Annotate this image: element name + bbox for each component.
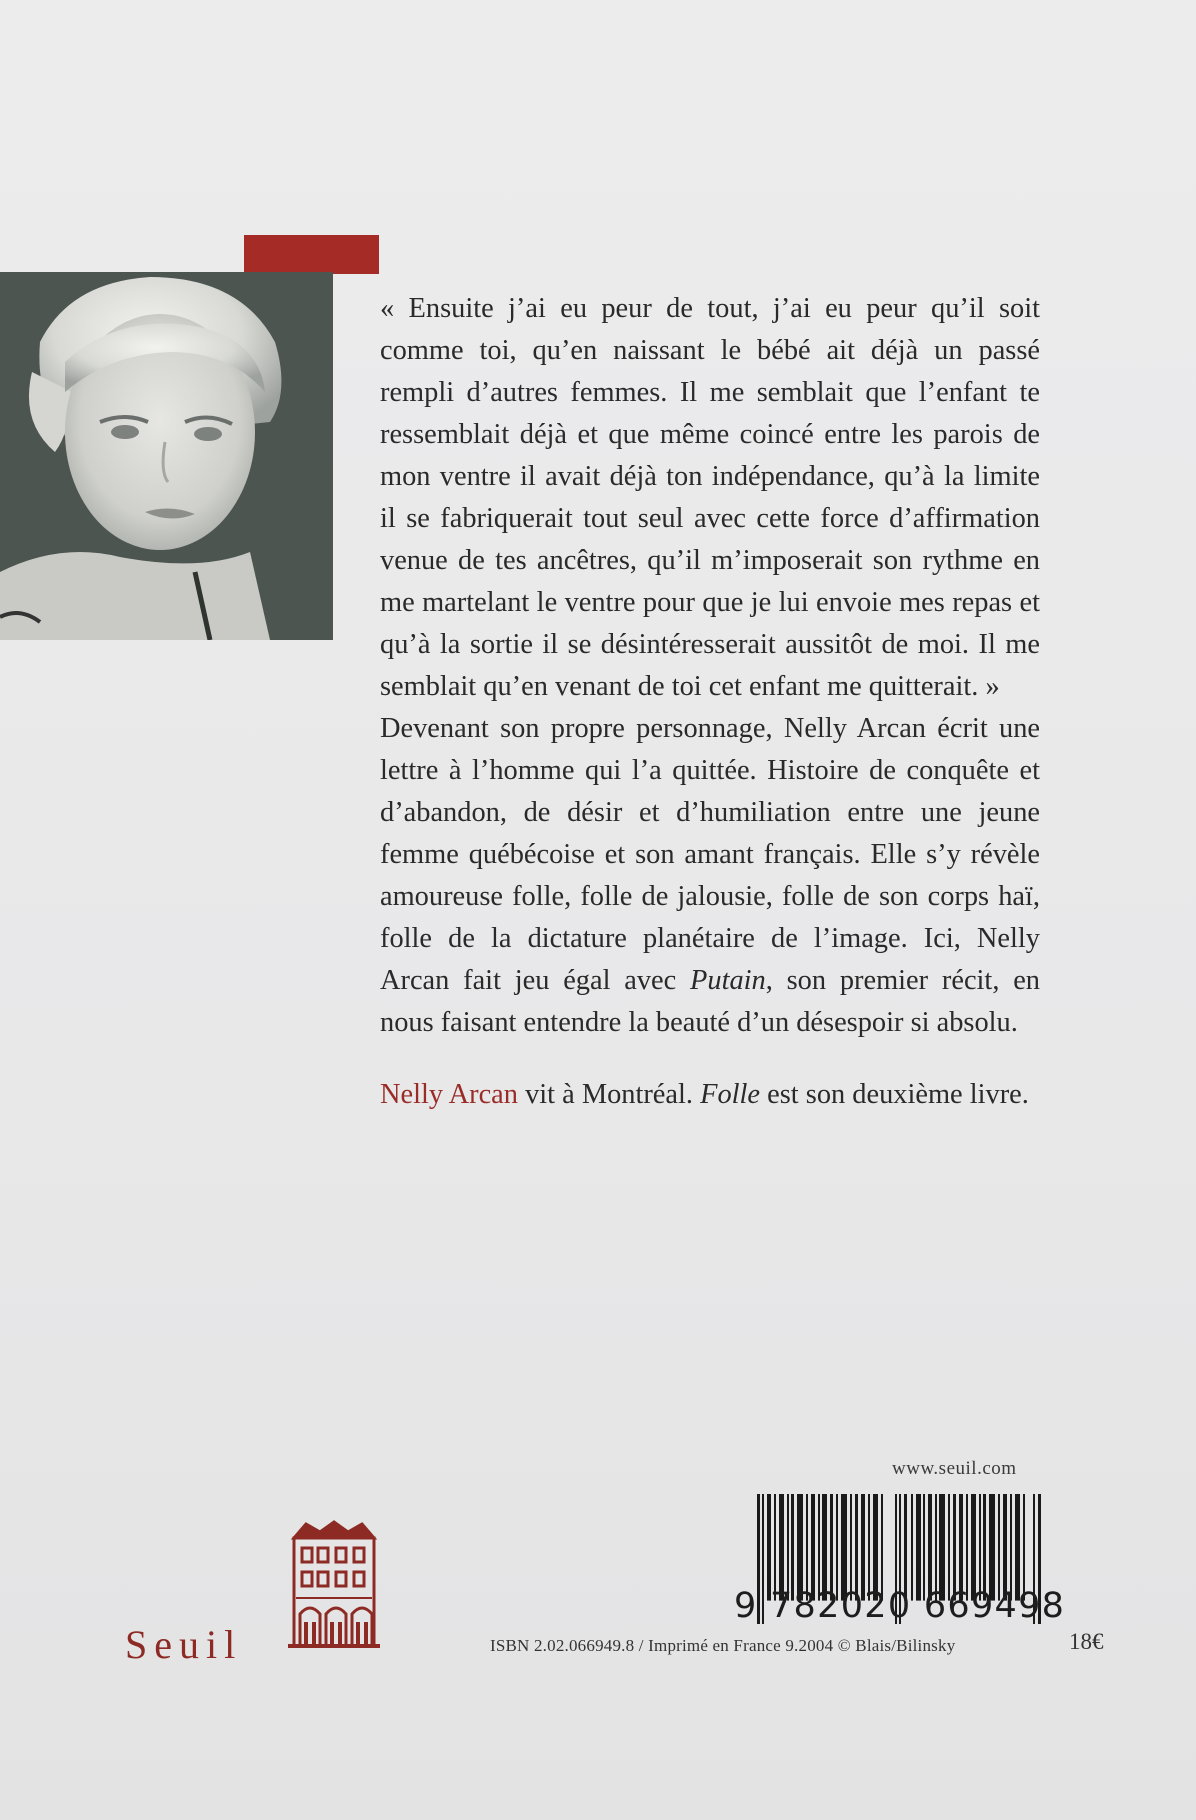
- description-text-start: Devenant son propre personnage, Nelly Arcan écrit une lettre à l’homme qui l’a quittée. Histoire de conquête et d’abandon, de désir et d’humiliation entre une jeune femme québécoise et son amant français. Elle s’y révèle amoureuse folle, folle de jalousie, folle de son corps haï, folle de la dictature planétaire de l’image. Ici, Nelly Arcan fait jeu égal avec: [380, 713, 1040, 996]
- publisher-building-logo-icon: [286, 1518, 380, 1656]
- previous-book-title: Putain: [690, 965, 766, 996]
- author-photo: [0, 272, 333, 640]
- excerpt-quote: « Ensuite j’ai eu peur de tout, j’ai eu peur qu’il soit comme toi, qu’en naissant le bébé ait déjà un passé rempli d’autres femmes. Il me semblait que l’enfant te ressemblait déjà et que même coincé entre les parois de mon ventre il avait déjà ton indépendance, qu’à la limite il se fabriquerait tout seul avec cette force d’affirmation venue de tes ancêtres, qu’il m’imposerait son rythme en me martelant le ventre pour que je lui envoie mes repas et qu’à la sortie il se désintéresserait aussitôt de moi. Il me semblait qu’en venant de toi cet enfant me quitterait. »: [380, 293, 1040, 702]
- publisher-logo-text: Seuil: [125, 1622, 243, 1667]
- author-name: Nelly Arcan: [380, 1079, 518, 1110]
- bio-text-end: est son deuxième livre.: [760, 1079, 1029, 1110]
- barcode-number: 9 782020 669498: [734, 1586, 1066, 1626]
- book-description: [380, 708, 1040, 1044]
- back-cover-text: [380, 288, 1040, 1116]
- isbn-printing-credit: ISBN 2.02.066949.8 / Imprimé en France 9.2004 © Blais/Bilinsky: [490, 1636, 956, 1655]
- price: 18€: [1069, 1629, 1104, 1654]
- author-bio: [380, 1074, 1040, 1116]
- publisher-url: www.seuil.com: [892, 1458, 1017, 1479]
- book-title: Folle: [700, 1079, 761, 1110]
- description-text-end: , son premier récit, en nous faisant entendre la beauté d’un désespoir si absolu.: [380, 965, 1040, 1038]
- bio-text-start: vit à Montréal.: [517, 1079, 701, 1110]
- red-accent-bar: [244, 235, 379, 274]
